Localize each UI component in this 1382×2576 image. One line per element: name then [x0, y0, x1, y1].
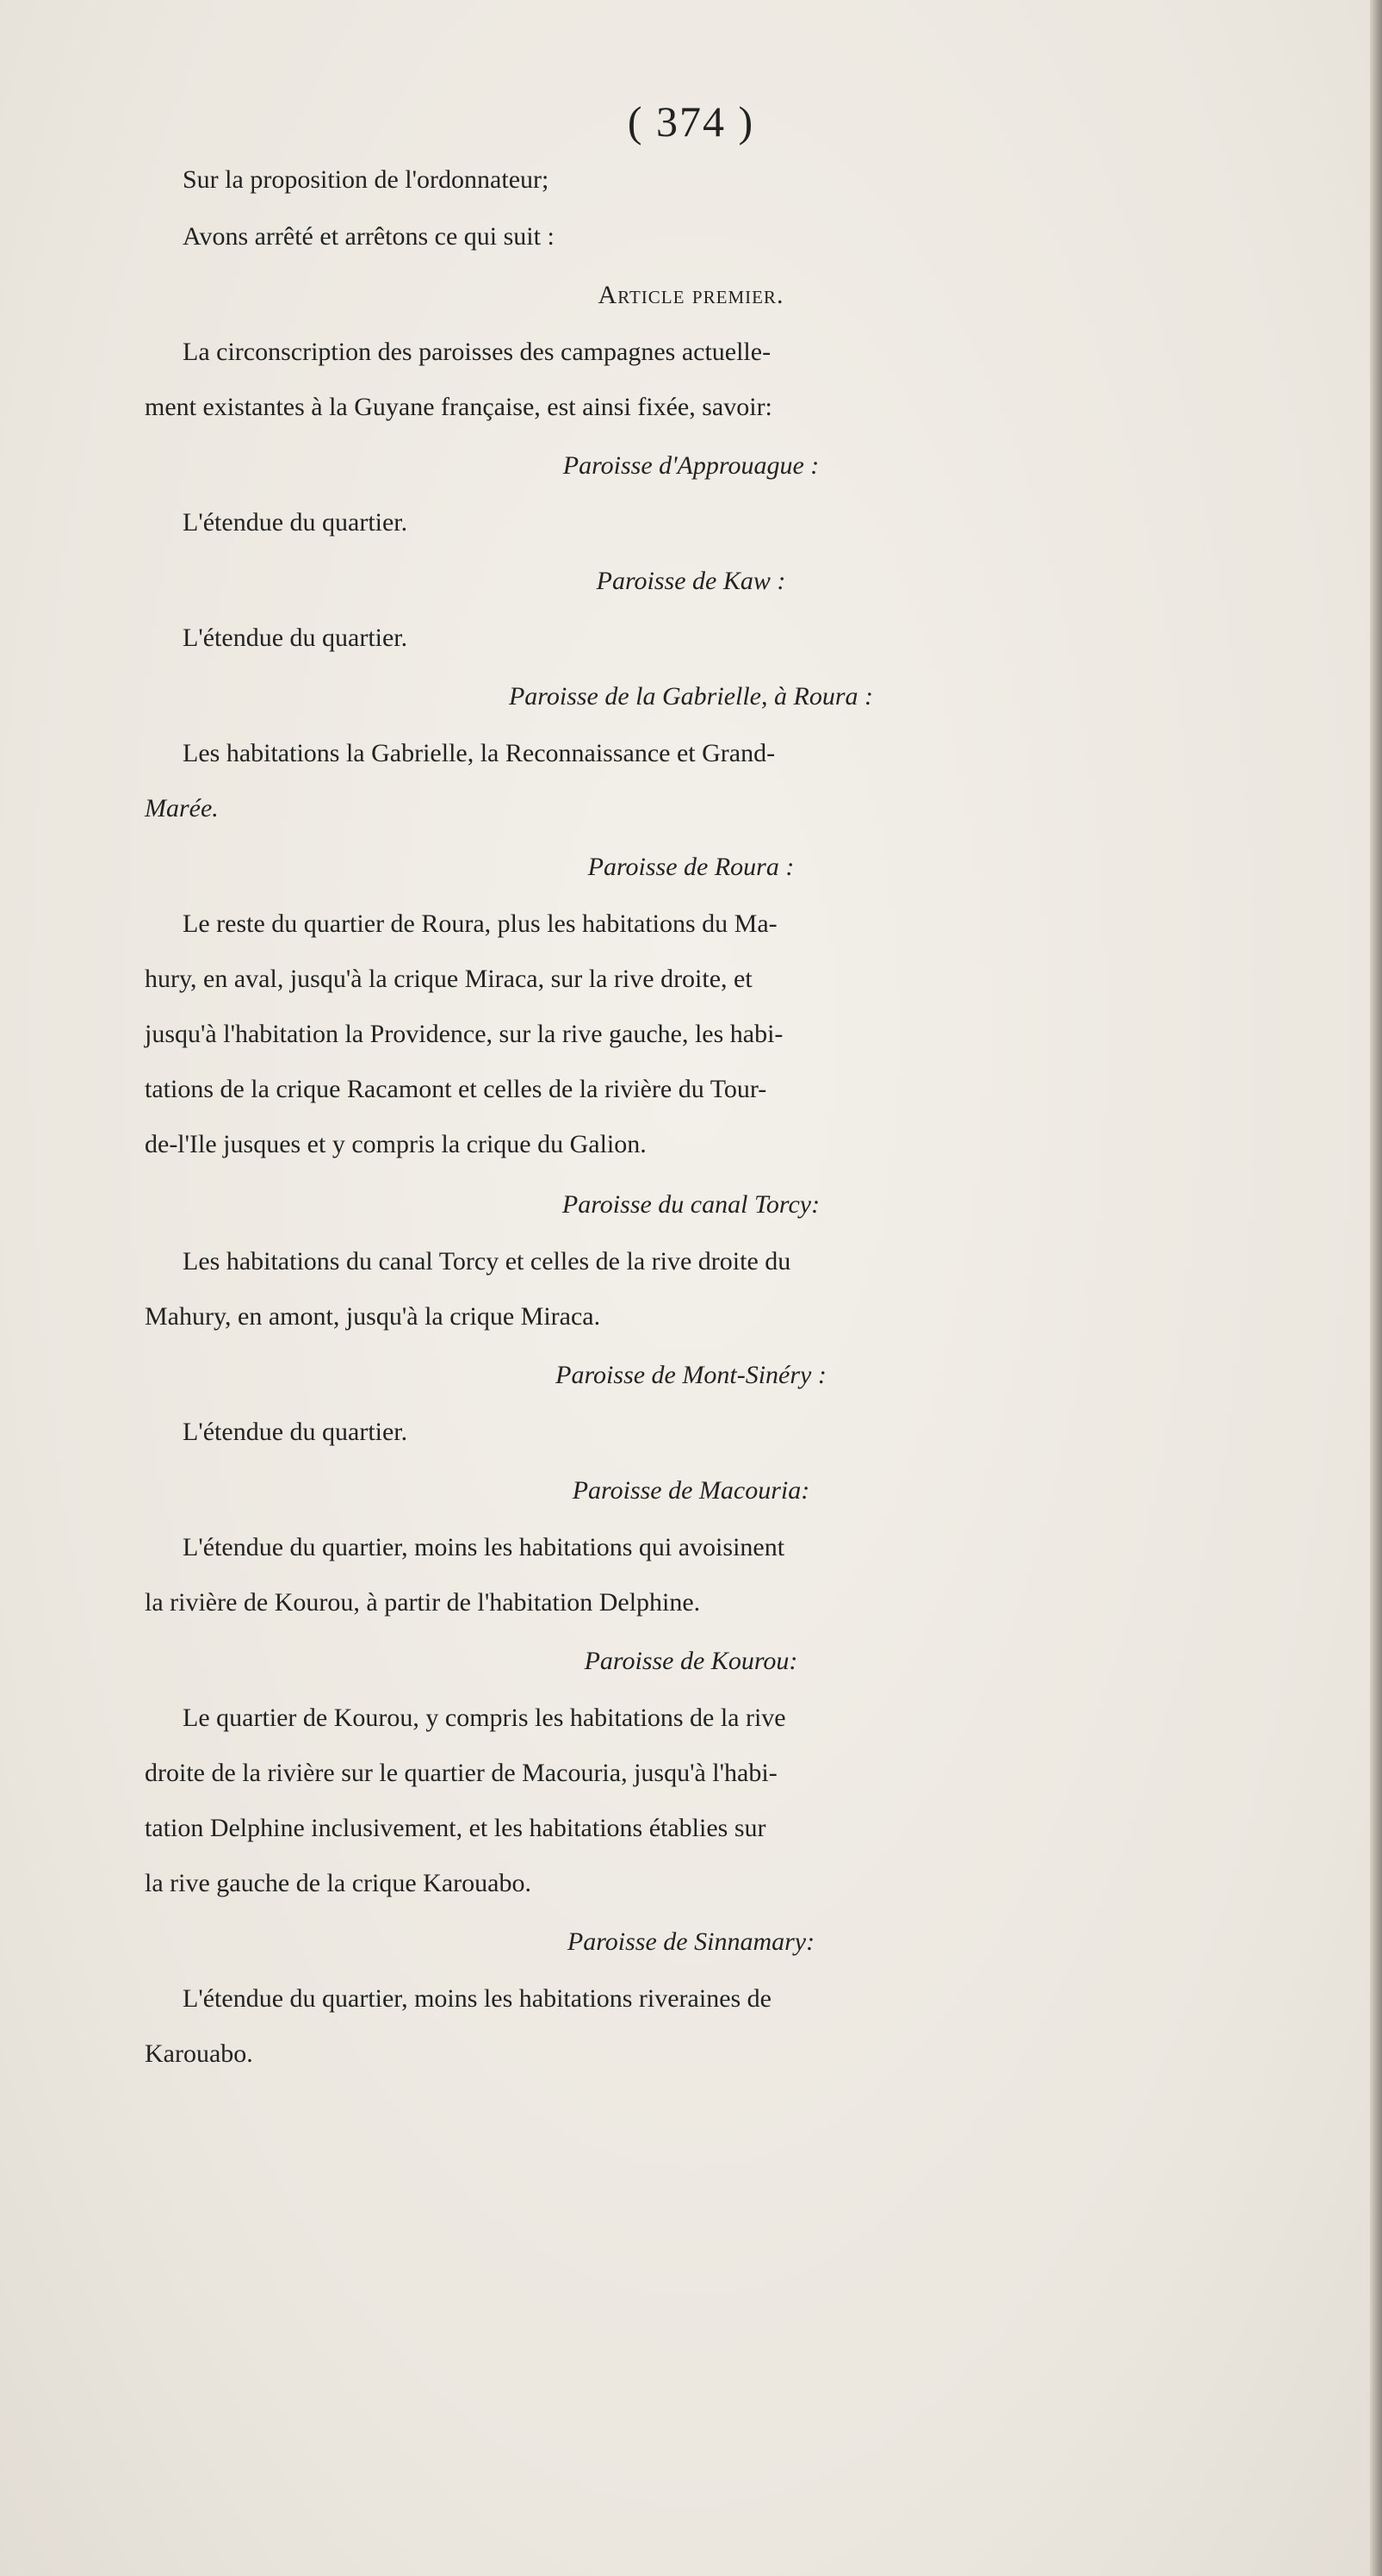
parish-heading: Paroisse du canal Torcy: [561, 1190, 821, 1219]
text-line: la rivière de Kourou, à partir de l'habitation Delphine. [145, 1588, 701, 1617]
text-line: tation Delphine inclusivement, et les habitations établies sur [145, 1814, 766, 1842]
article-heading: Article premier. [598, 281, 784, 309]
text-line: Avons arrêté et arrêtons ce qui suit : [183, 222, 555, 251]
text-line: L'étendue du quartier. [183, 1418, 408, 1446]
text-line: Sur la proposition de l'ordonnateur; [183, 165, 549, 194]
text-line: L'étendue du quartier, moins les habitations riveraines de [183, 1984, 772, 2013]
text-line: La circonscription des paroisses des campagnes actuelle- [183, 338, 772, 366]
text-line: Le quartier de Kourou, y compris les habitations de la rive [183, 1704, 786, 1732]
page-edge [1370, 0, 1382, 2576]
text-line: hury, en aval, jusqu'à la crique Miraca, sur la rive droite, et [145, 965, 753, 993]
text-line: Mahury, en amont, jusqu'à la crique Miraca. [145, 1302, 601, 1331]
parish-heading: Paroisse de Sinnamary: [567, 1927, 815, 1956]
page-number: ( 374 ) [627, 97, 755, 146]
text-line: la rive gauche de la crique Karouabo. [145, 1869, 531, 1897]
text-line: L'étendue du quartier. [183, 508, 408, 537]
parish-heading: Paroisse de Macouria: [572, 1476, 810, 1505]
text-line: L'étendue du quartier. [183, 624, 408, 652]
parish-heading: Paroisse de la Gabrielle, à Roura : [508, 682, 873, 711]
text-line: Les habitations du canal Torcy et celles de la rive droite du [183, 1247, 791, 1276]
text-line: jusqu'à l'habitation la Providence, sur la rive gauche, les habi- [145, 1020, 784, 1048]
parish-heading: Paroisse de Mont-Sinéry : [555, 1361, 827, 1389]
text-line: ment existantes à la Guyane française, est ainsi fixée, savoir: [145, 393, 772, 421]
text-line: Karouabo. [145, 2039, 253, 2068]
parish-heading: Paroisse de Kourou: [584, 1647, 798, 1675]
parish-heading: Paroisse de Roura : [587, 853, 795, 881]
text-line: Le reste du quartier de Roura, plus les habitations du Ma- [183, 909, 778, 938]
text-line: Marée. [145, 794, 219, 822]
text-line: L'étendue du quartier, moins les habitations qui avoisinent [183, 1533, 785, 1561]
text-line: Les habitations la Gabrielle, la Reconnaissance et Grand- [183, 739, 776, 767]
text-line: tations de la crique Racamont et celles de la rivière du Tour- [145, 1075, 767, 1103]
text-line: droite de la rivière sur le quartier de Macouria, jusqu'à l'habi- [145, 1759, 778, 1787]
parish-heading: Paroisse d'Approuague : [562, 451, 820, 480]
text-line: de-l'Ile jusques et y compris la crique du Galion. [145, 1130, 647, 1158]
parish-heading: Paroisse de Kaw : [596, 567, 786, 595]
